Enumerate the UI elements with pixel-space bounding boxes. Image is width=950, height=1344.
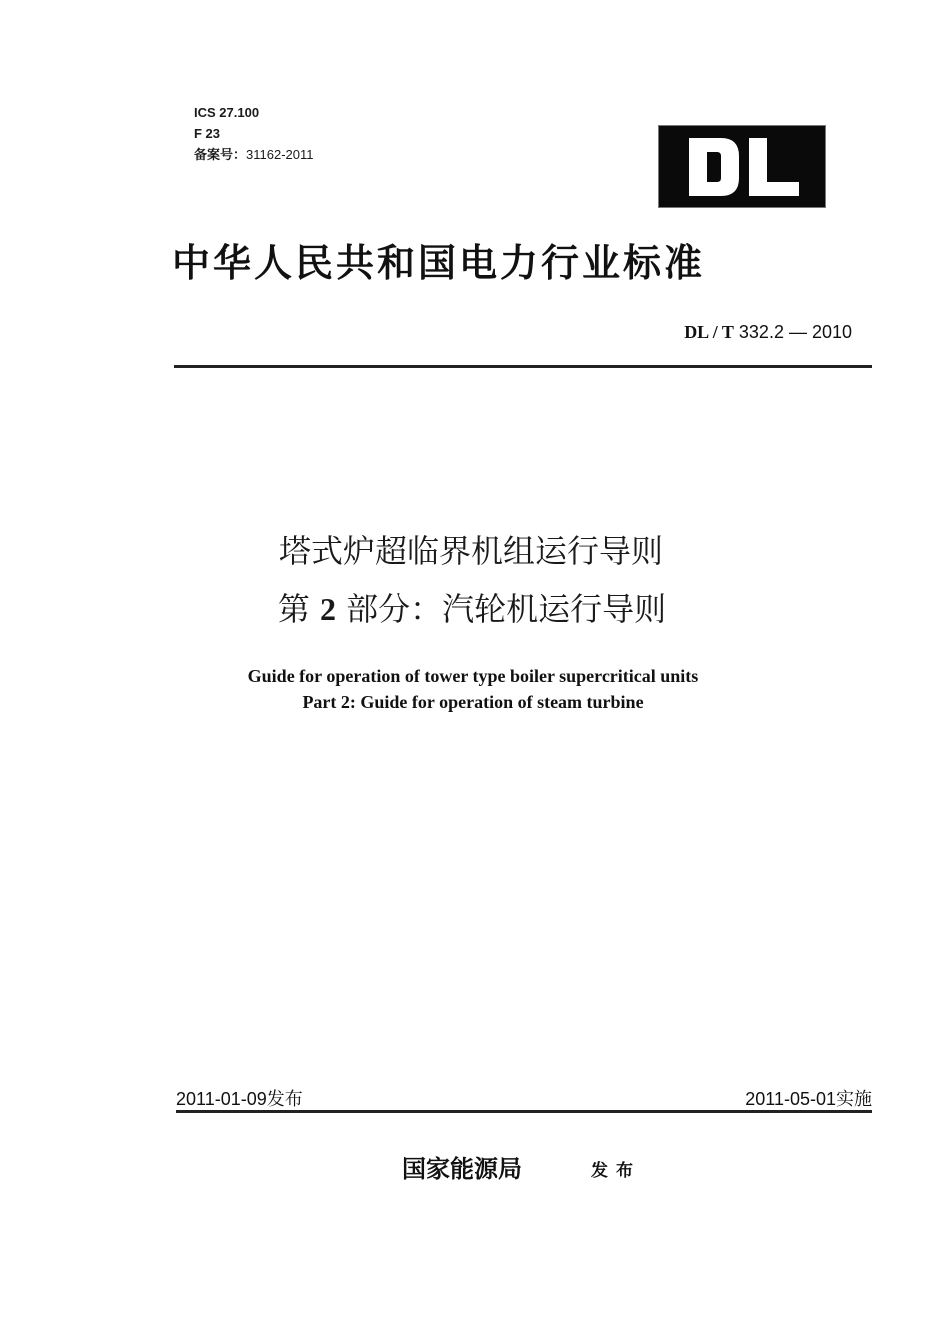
dl-logo-graphic	[659, 126, 825, 207]
footer-divider	[176, 1110, 872, 1113]
part-number: 2	[320, 591, 336, 627]
record-number: 31162-2011	[246, 147, 314, 162]
category-code: F 23	[194, 126, 221, 141]
classification-block	[194, 102, 314, 165]
record-number-line	[194, 144, 314, 165]
chinese-title-line-1: 塔式炉超临界机组运行导则	[278, 532, 663, 570]
part-title: 部分：汽轮机运行导则	[346, 590, 667, 628]
implementation-date: 2011-05-01实施	[745, 1089, 872, 1109]
issue-date: 2011-01-09发布	[176, 1089, 303, 1109]
part-prefix: 第	[277, 590, 310, 628]
issuer-action: 发布	[591, 1161, 641, 1181]
english-title-line-1: Guide for operation of tower type boiler supercritical units	[247, 666, 699, 686]
standard-prefix: DL / T	[684, 322, 734, 342]
chinese-title-line-2	[0, 584, 947, 630]
standard-number	[684, 322, 852, 343]
issuing-authority-title: 中华人民共和国电力行业标准	[172, 240, 706, 285]
ics-code: ICS 27.100	[194, 105, 260, 120]
header-divider	[174, 365, 872, 368]
standard-code: 332.2 — 2010	[738, 322, 852, 342]
dl-logo	[658, 125, 826, 208]
issuer-name: 国家能源局	[402, 1154, 522, 1183]
english-title-line-2: Part 2: Guide for operation of steam turbine	[302, 692, 644, 712]
record-label: 备案号：	[194, 147, 247, 162]
